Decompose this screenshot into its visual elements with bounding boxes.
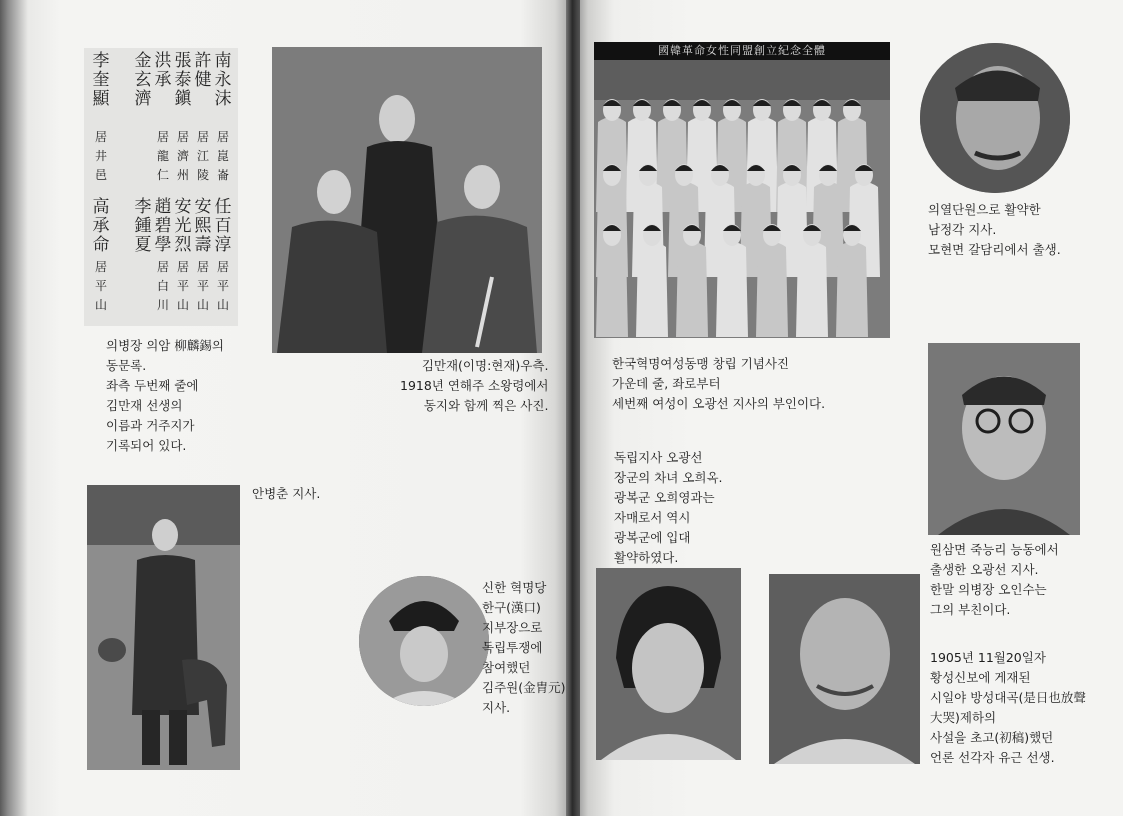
ahn-caption: 안병춘 지사. (252, 486, 321, 501)
doc-column: 居濟州 (176, 130, 189, 182)
doc-column: 許健 (194, 51, 212, 90)
kim-juwon-caption: 신한 혁명당 한구(漢口) 지부장으로 독립투쟁에 참여했던 김주원(金胄元) 지사. (482, 580, 566, 715)
doc-column: 張泰鎭 (174, 51, 192, 109)
doc-column: 居平山 (94, 260, 107, 312)
doc-column: 安光烈 (174, 197, 192, 255)
doc-column: 高承命 (92, 197, 110, 255)
doc-column: 居崑崙 (216, 130, 229, 182)
doc-column: 南永沫 (214, 51, 232, 109)
doc-column: 李鍾夏 (134, 197, 152, 255)
nam-jeonggak-caption: 의열단원으로 활약한 남정각 지사. 모현면 갈담리에서 출생. (928, 202, 1061, 257)
photo-banner-text: 國韓革命女性同盟創立紀念全體 (594, 42, 890, 60)
group-photo-three-men (272, 47, 542, 353)
nam-jeonggak-portrait (920, 43, 1070, 193)
doc-column: 居白川 (156, 260, 169, 312)
doc-column: 居平山 (196, 260, 209, 312)
doc-column: 安熙壽 (194, 197, 212, 255)
doc-column: 居井邑 (94, 130, 107, 182)
dongmunrok-caption: 의병장 의암 柳麟錫의 동문록. 좌측 두번째 줄에 김만재 선생의 이름과 거주지가 기록되어 있다. (106, 338, 224, 453)
kim-juwon-portrait (359, 576, 489, 706)
group-member-body (596, 242, 628, 337)
doc-column: 任百淳 (214, 197, 232, 255)
oh-gwangseon-caption: 원삼면 죽능리 능동에서 출생한 오광선 지사. 한말 의병장 오인수는 그의 부친이다. (930, 542, 1059, 617)
yu-geun-caption: 1905년 11월20일자 황성신보에 게재된 시일야 방성대곡(是日也放聲 大哭)제하의 사설을 초고(初稿)했던 언론 선각자 유근 선생. (930, 650, 1086, 765)
womens-league-group-photo (594, 42, 890, 338)
group-photo-caption: 김만재(이명:현재)우측. 1918년 연해주 소왕령에서 동지와 함께 찍은 사진. (400, 358, 549, 413)
group-member-body (836, 242, 868, 337)
oh-gwangseon-portrait (928, 343, 1080, 535)
doc-column: 居江陵 (196, 130, 209, 182)
group-member-body (756, 242, 788, 337)
yu-geun-portrait (769, 574, 920, 764)
ahn-byeongchun-photo (87, 485, 240, 770)
doc-column: 居龍仁 (156, 130, 169, 182)
dongmunrok-document (84, 48, 238, 326)
womens-league-caption: 한국혁명여성동맹 창립 기념사진 가운데 줄, 좌로부터 세번째 여성이 오광선 지사의 부인이다. (612, 356, 826, 411)
group-member-body (796, 242, 828, 337)
group-member-body (716, 242, 748, 337)
doc-column: 居平山 (216, 260, 229, 312)
doc-column: 李奎顯 (92, 51, 110, 109)
book-spine (566, 0, 580, 816)
oh-huiok-caption: 독립지사 오광선 장군의 차녀 오희옥. 광복군 오희영과는 자매로서 역시 광복군에 입대 활약하였다. (614, 450, 723, 565)
doc-column: 洪承 (154, 51, 172, 90)
doc-column: 金玄濟 (134, 51, 152, 109)
oh-huiok-portrait (596, 568, 741, 760)
group-member-body (636, 242, 668, 337)
doc-column: 居平山 (176, 260, 189, 312)
group-member-body (676, 242, 708, 337)
doc-column: 趙碧學 (154, 197, 172, 255)
